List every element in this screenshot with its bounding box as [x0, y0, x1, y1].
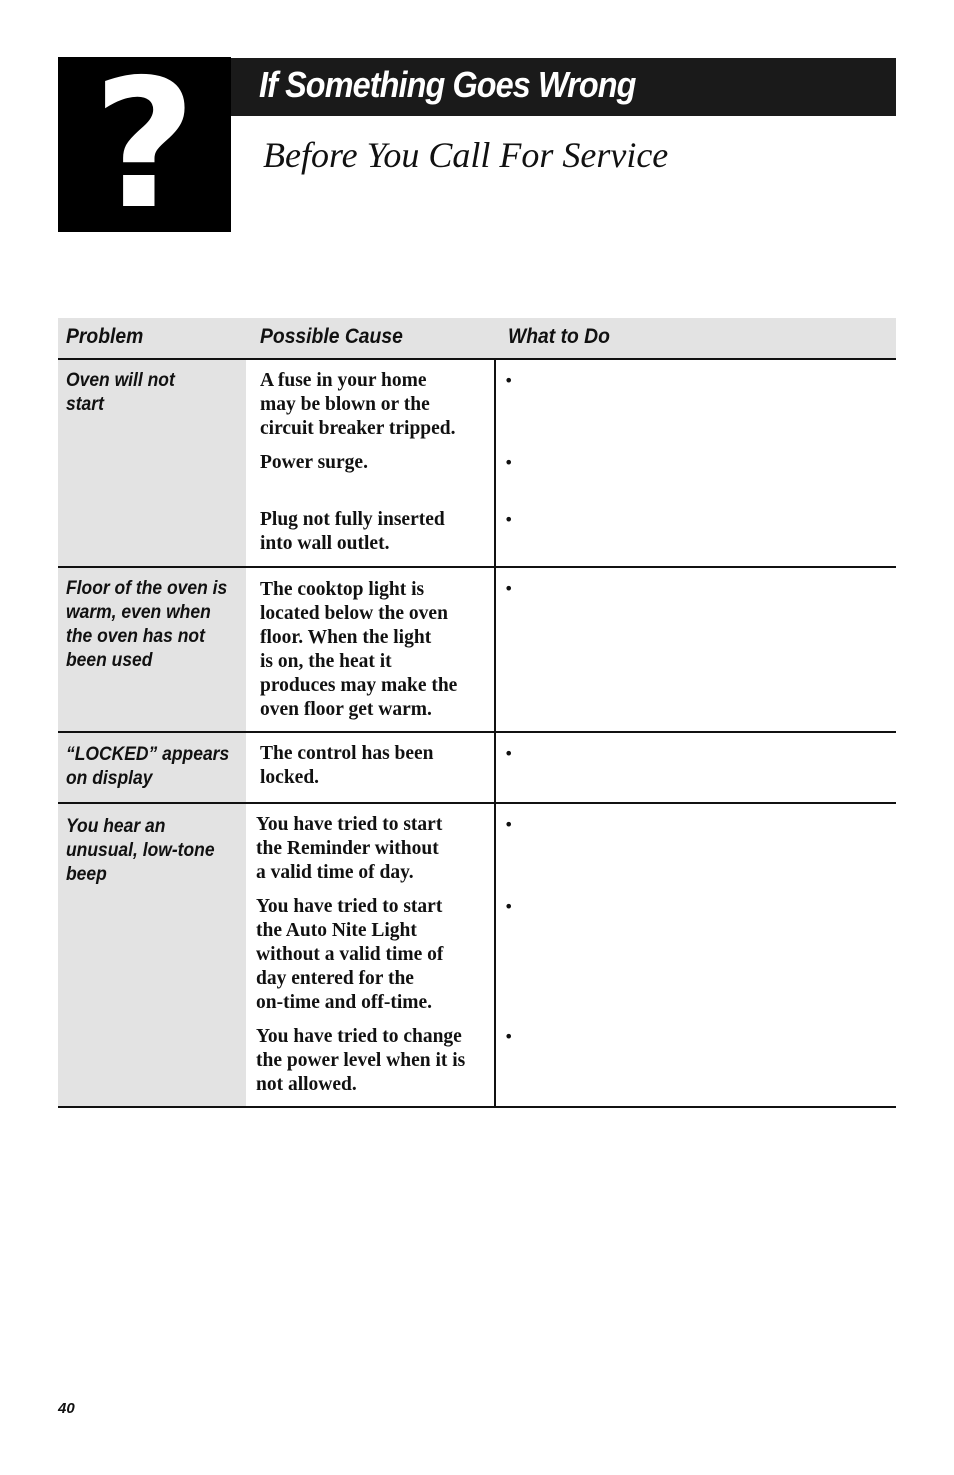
- column-header-possible-cause: Possible Cause: [260, 325, 403, 348]
- bullet: •: [504, 897, 514, 916]
- bullet: •: [504, 371, 514, 390]
- cause-cell: The control has been locked.: [260, 743, 434, 788]
- problem-cell: Floor of the oven is warm, even when the oven has not been used: [66, 578, 228, 671]
- bullet: •: [504, 1027, 514, 1046]
- cause-cell: Plug not fully inserted into wall outlet.: [260, 509, 445, 554]
- bullet: •: [504, 815, 514, 834]
- bullet: •: [504, 579, 514, 598]
- problem-cell: “LOCKED” appears on display: [66, 744, 230, 789]
- title-bar: [231, 58, 896, 116]
- cause-cell: A fuse in your home may be blown or the circuit breaker tripped.: [260, 370, 456, 439]
- table-row: [58, 804, 896, 1108]
- page-title: If Something Goes Wrong: [259, 64, 636, 105]
- column-header-problem: Problem: [66, 325, 144, 348]
- table-header: [58, 318, 896, 360]
- page-number: 40: [58, 1400, 75, 1417]
- bullet: •: [504, 510, 514, 529]
- cause-cell: The cooktop light is located below the oven floor. When the light is on, the heat it produces may make the oven floor get warm.: [260, 579, 458, 720]
- problem-cell: Oven will not start: [66, 370, 175, 415]
- bullet: •: [504, 744, 514, 763]
- cause-cell: Power surge.: [260, 452, 368, 473]
- problem-cell: You hear an unusual, low-tone beep: [66, 816, 215, 885]
- table-row: [58, 733, 896, 804]
- cause-cell: You have tried to start the Auto Nite Light without a valid time of day entered for the on-time and off-time.: [256, 896, 444, 1013]
- cause-cell: You have tried to start the Reminder without a valid time of day.: [256, 814, 443, 883]
- cause-cell: You have tried to change the power level when it is not allowed.: [256, 1026, 466, 1095]
- table-row: [58, 360, 896, 568]
- column-header-what-to-do: What to Do: [508, 325, 610, 348]
- question-mark-icon: ?: [58, 57, 231, 232]
- bullet: •: [504, 453, 514, 472]
- page-subtitle: Before You Call For Service: [263, 135, 669, 175]
- table-row: [58, 568, 896, 733]
